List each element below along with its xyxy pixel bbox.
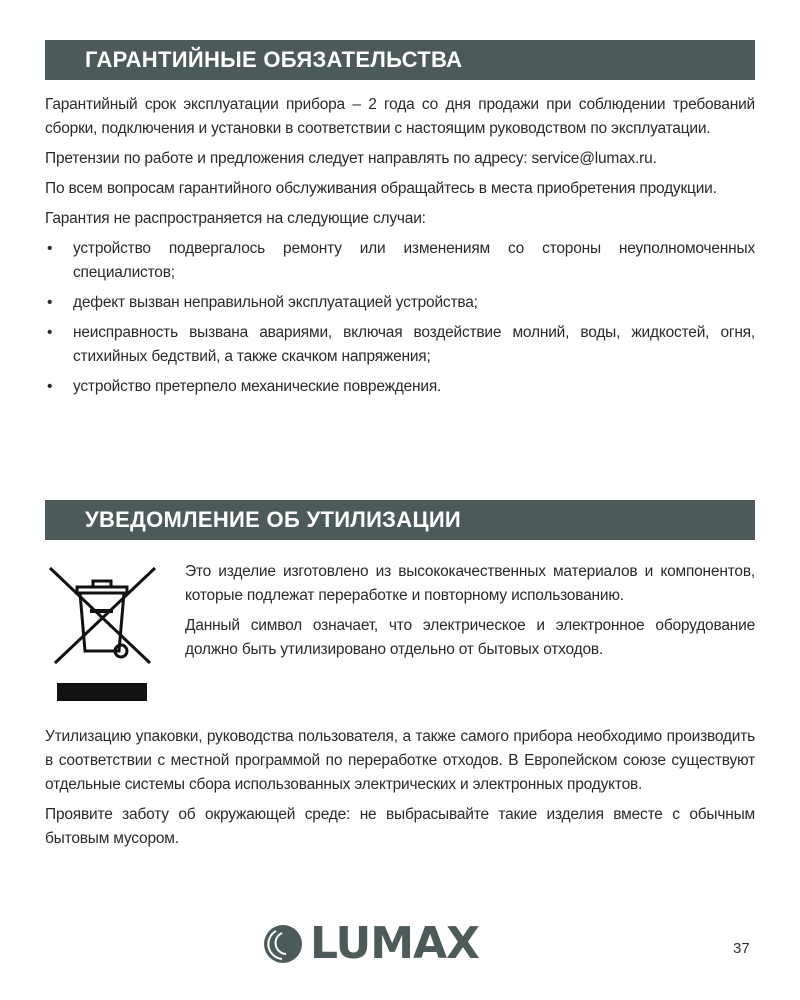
warranty-paragraph: Претензии по работе и предложения следует направлять по адресу: service@lumax.ru.: [45, 150, 657, 167]
list-item: • устройство подвергалось ремонту или изменениям со стороны неуполномоченных специалистов;: [45, 237, 755, 285]
lumax-logo: [262, 918, 479, 969]
list-item: • устройство претерпело механические повреждения.: [45, 375, 755, 399]
lumax-swirl-icon: [262, 923, 304, 965]
disposal-paragraph: Данный символ означает, что электрическое и электронное оборудование должно быть утилизировано отдельно от бытовых отходов.: [185, 617, 755, 658]
list-item: • дефект вызван неправильной эксплуатацией устройства;: [45, 291, 755, 315]
crossed-bin-icon: [45, 563, 160, 703]
page-number: 37: [733, 940, 750, 957]
brand-name: LUMAX: [310, 918, 479, 969]
warranty-paragraph: Гарантийный срок эксплуатации прибора – 2 года со дня продажи при соблюдении требований сборки, подключения и установки в соответствии с настоящим руководством по эксплуатации.: [45, 96, 755, 137]
warranty-paragraph: Гарантия не распространяется на следующие случаи:: [45, 210, 426, 227]
disposal-paragraph: Это изделие изготовлено из высококачественных материалов и компонентов, которые подлежат переработке и повторному использованию.: [185, 563, 755, 604]
warranty-heading: ГАРАНТИЙНЫЕ ОБЯЗАТЕЛЬСТВА: [45, 40, 755, 80]
warranty-text: [45, 93, 755, 405]
disposal-paragraph: Проявите заботу об окружающей среде: не выбрасывайте такие изделия вместе с обычным бытовым мусором.: [45, 806, 755, 847]
warranty-paragraph: По всем вопросам гарантийного обслуживания обращайтесь в места приобретения продукции.: [45, 180, 717, 197]
disposal-icon-text: [185, 560, 755, 668]
disposal-heading: УВЕДОМЛЕНИЕ ОБ УТИЛИЗАЦИИ: [45, 500, 755, 540]
list-item: • неисправность вызвана авариями, включая воздействие молний, воды, жидкостей, огня, стихийных бедствий, а также скачком напряжения;: [45, 321, 755, 369]
disposal-paragraph: Утилизацию упаковки, руководства пользователя, а также самого прибора необходимо производить в соответствии с местной программой по переработке отходов. В Европейском союзе существуют отдельные системы сбора использованных электрических и электронных продуктов.: [45, 728, 755, 793]
exclusions-list: [45, 237, 755, 399]
disposal-text: [45, 725, 755, 857]
